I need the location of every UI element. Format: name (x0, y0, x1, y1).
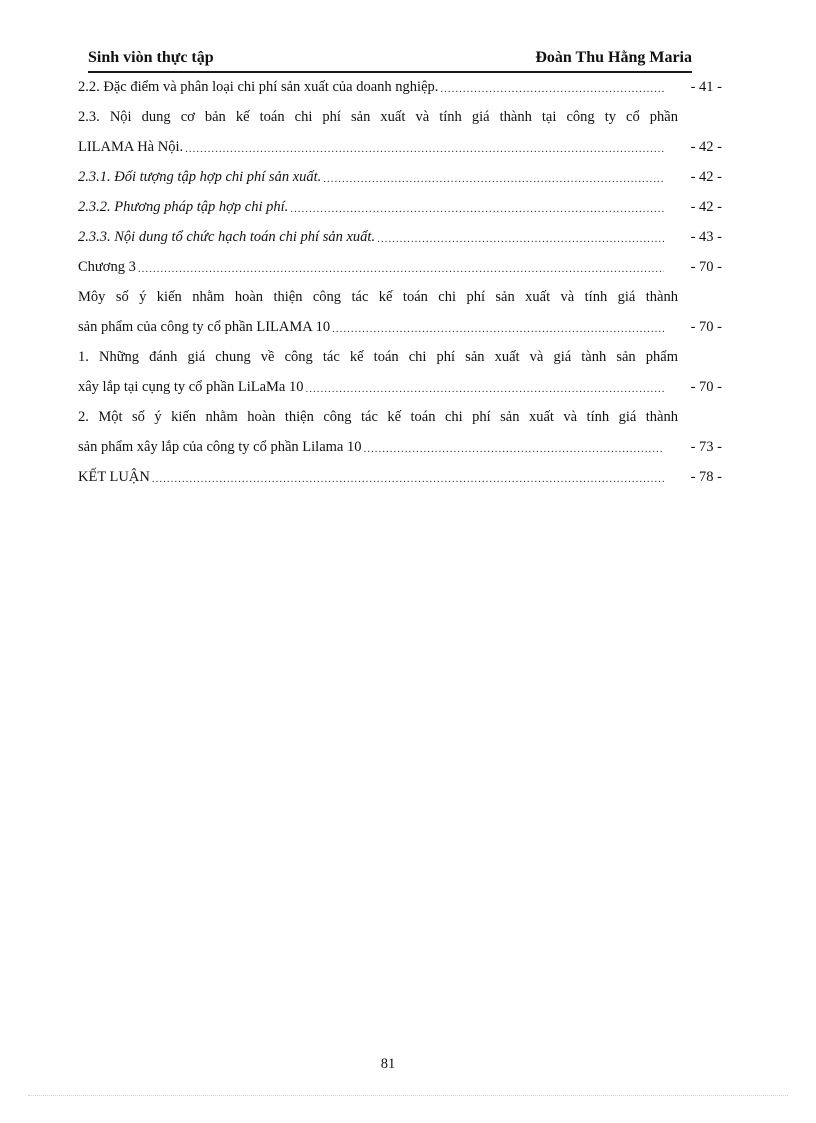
toc-entry-page: - 42 - (690, 199, 722, 215)
page-bottom-divider (28, 1095, 788, 1096)
page-number: 81 (380, 1056, 396, 1072)
toc-entry-title: 2.3.2. Phương pháp tập hợp chi phí. (78, 199, 289, 215)
dot-leader (332, 316, 664, 340)
header-author-name: Đoàn Thu Hằng Maria (535, 49, 692, 66)
toc-entry-page: - 42 - (690, 169, 722, 185)
toc-entry-page: - 70 - (690, 379, 722, 395)
dot-leader (440, 76, 664, 100)
toc-entry-title: 1. Những đánh giá chung về công tác kế toán chi phí sản xuất và giá tành sản phẩm (78, 349, 678, 365)
dot-leader (152, 466, 664, 490)
toc-entry-page: - 41 - (690, 79, 722, 95)
header-author-label: Sinh viòn thực tập (88, 49, 214, 66)
toc-entry-chapter-3-title[interactable] (78, 286, 722, 346)
toc-entry-page: - 78 - (690, 469, 722, 485)
toc-entry-title: KẾT LUẬN (78, 469, 150, 485)
toc-entry-title-cont: xây lắp tại cụng ty cổ phần LiLaMa 10 (78, 379, 304, 395)
toc-entry-title-cont: LILAMA Hà Nội. (78, 139, 184, 155)
page-header (88, 49, 692, 73)
toc-entry-title: 2.2. Đặc điểm và phân loại chi phí sản xuất của doanh nghiệp. (78, 79, 439, 95)
toc-entry-title: Môy số ý kiến nhằm hoàn thiện công tác kế toán chi phí sản xuất và tính giá thành (78, 289, 678, 305)
dot-leader (363, 436, 664, 460)
toc-entry-chapter-3[interactable] (78, 256, 722, 286)
toc-entry-page: - 42 - (690, 139, 722, 155)
toc-entry-title-cont: sản phẩm xây lắp của công ty cổ phần Lilama 10 (78, 439, 362, 455)
toc-entry-2-2[interactable] (78, 76, 722, 106)
dot-leader (290, 196, 664, 220)
toc-entry-2-3-1[interactable] (78, 166, 722, 196)
toc-entry-title: Chương 3 (78, 259, 136, 275)
dot-leader (306, 376, 665, 400)
table-of-contents (78, 76, 722, 496)
toc-entry-title-cont: sản phẩm của công ty cổ phần LILAMA 10 (78, 319, 331, 335)
toc-entry-title: 2.3.3. Nội dung tổ chức hạch toán chi phí sản xuất. (78, 229, 376, 245)
toc-entry-title: 2. Một số ý kiến nhằm hoàn thiện công tác kế toán chi phí sản xuất và tính giá thành (78, 409, 678, 425)
toc-entry-conclusion[interactable] (78, 466, 722, 496)
dot-leader (323, 166, 664, 190)
dot-leader (185, 136, 664, 160)
toc-entry-page: - 73 - (690, 439, 722, 455)
toc-entry-2-3-3[interactable] (78, 226, 722, 256)
toc-entry-page: - 70 - (690, 259, 722, 275)
toc-entry-page: - 70 - (690, 319, 722, 335)
toc-entry-2-3[interactable] (78, 106, 722, 166)
toc-entry-2-3-2[interactable] (78, 196, 722, 226)
toc-entry-3-1[interactable] (78, 346, 722, 406)
toc-entry-title: 2.3.1. Đối tượng tập hợp chi phí sản xuất. (78, 169, 322, 185)
toc-entry-page: - 43 - (690, 229, 722, 245)
dot-leader (377, 226, 664, 250)
toc-entry-title: 2.3. Nội dung cơ bản kế toán chi phí sản xuất và tính giá thành tại công ty cổ phần (78, 109, 678, 125)
dot-leader (138, 256, 664, 280)
toc-entry-3-2[interactable] (78, 406, 722, 466)
